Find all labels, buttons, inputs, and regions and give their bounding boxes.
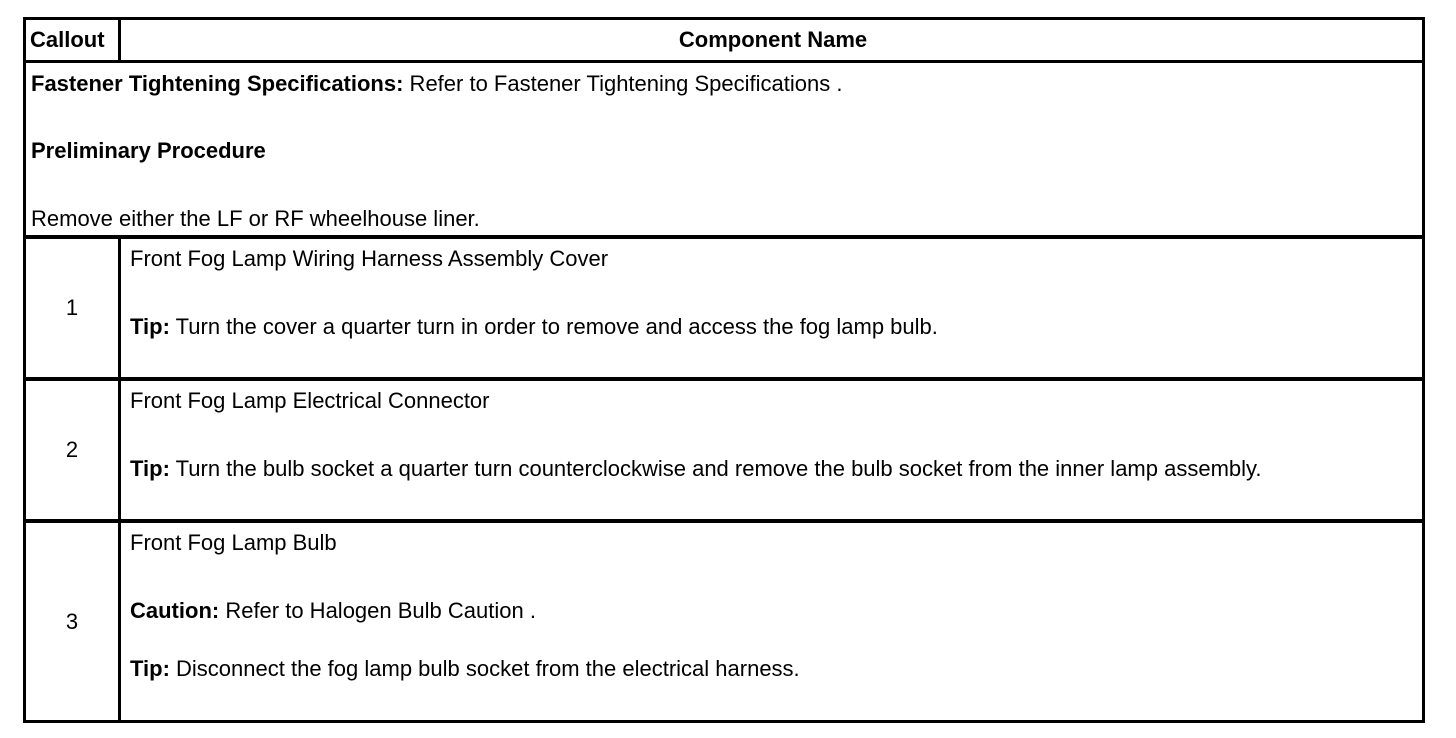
component-name: Front Fog Lamp Electrical Connector [130, 388, 490, 413]
component-cell [124, 523, 1422, 720]
note-text: Disconnect the fog lamp bulb socket from the electrical harness. [169, 656, 800, 681]
note-label: Tip: [130, 656, 170, 681]
note-label: Tip: [130, 314, 170, 339]
table-row [26, 381, 1422, 523]
note-label: Caution: [130, 598, 220, 623]
component-name-column-header: Component Name [678, 27, 868, 52]
callout-number: 3 [26, 523, 121, 720]
component-cell [124, 239, 1422, 377]
preliminary-procedure-heading: Preliminary Procedure [31, 138, 266, 163]
table-row [26, 523, 1422, 720]
note-text: Turn the bulb socket a quarter turn counterclockwise and remove the bulb socket from the inner lamp assembly. [169, 456, 1262, 481]
note-text: Turn the cover a quarter turn in order to remove and access the fog lamp bulb. [169, 314, 938, 339]
tip-note [130, 456, 1262, 482]
callout-number: 1 [26, 239, 121, 377]
table-header-row [26, 20, 1422, 63]
callout-number: 2 [26, 381, 121, 519]
tip-note [130, 656, 800, 682]
component-name: Front Fog Lamp Wiring Harness Assembly Cover [130, 246, 609, 271]
tip-note [130, 314, 938, 340]
preliminary-procedure-text: Remove either the LF or RF wheelhouse liner. [31, 206, 480, 231]
note-label: Tip: [130, 456, 170, 481]
component-cell [124, 381, 1422, 519]
preliminary-section [26, 63, 1422, 239]
procedure-table [23, 17, 1425, 723]
fastener-spec-text: Refer to Fastener Tightening Specifications . [403, 71, 843, 96]
table-row [26, 239, 1422, 381]
note-text: Refer to Halogen Bulb Caution . [219, 598, 536, 623]
fastener-spec-label: Fastener Tightening Specifications: [31, 71, 404, 96]
callout-column-header: Callout [26, 20, 121, 60]
fastener-spec-line [31, 71, 842, 97]
component-name: Front Fog Lamp Bulb [130, 530, 337, 555]
caution-note [130, 598, 536, 624]
